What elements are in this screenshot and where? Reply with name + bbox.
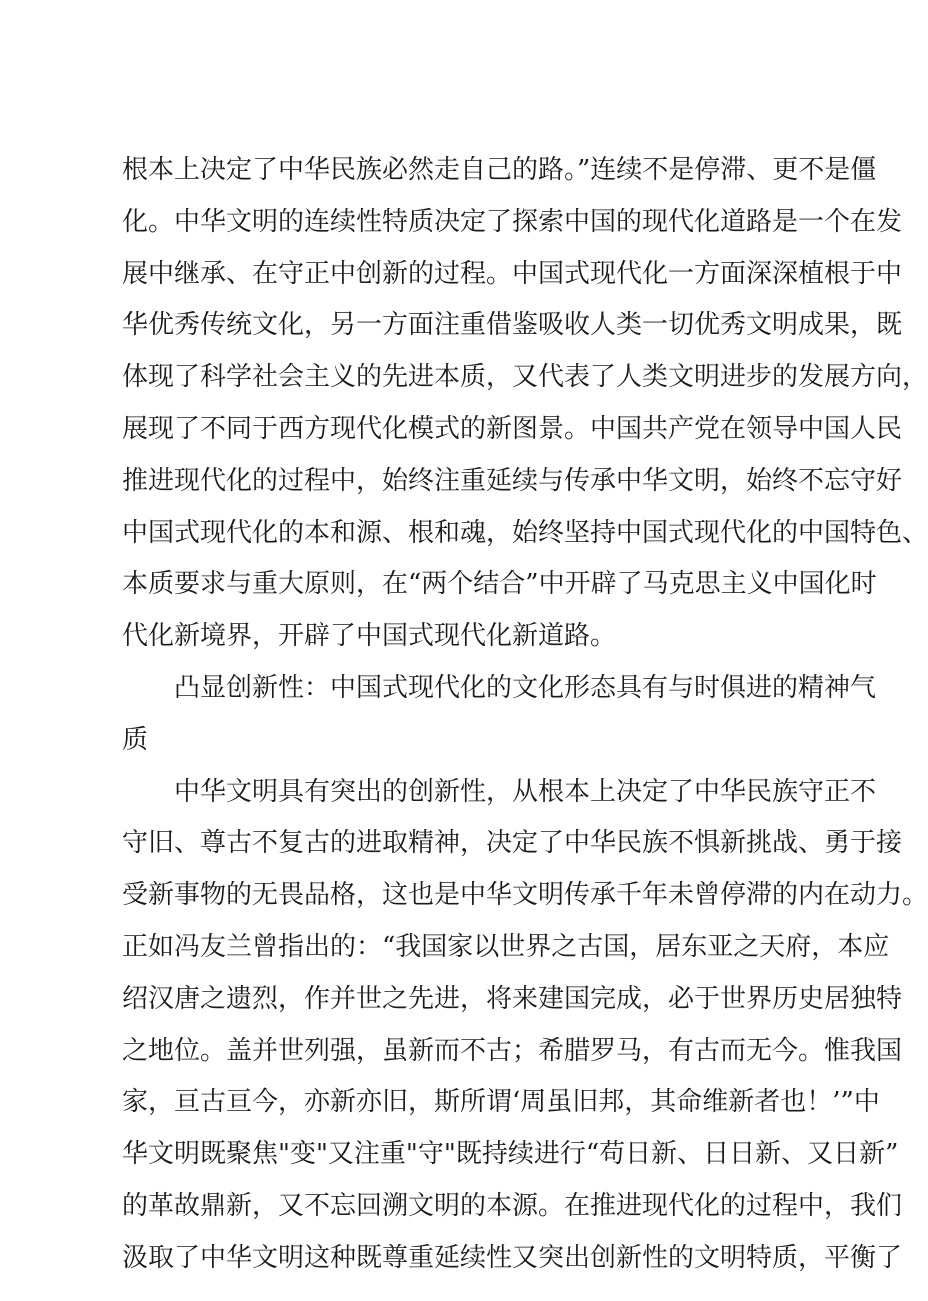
text-line: 之地位。盖并世列强，虽新而不古；希腊罗马，有古而无今。惟我国 <box>122 1036 903 1066</box>
text-line: 绍汉唐之遗烈，作并世之先进，将来建国完成，必于世界历史居独特 <box>122 984 903 1014</box>
text-line: 展现了不同于西方现代化模式的新图景。中国共产党在领导中国人民 <box>122 414 903 444</box>
text-line: 推进现代化的过程中，始终注重延续与传承中华文明，始终不忘守好 <box>122 466 903 496</box>
text-line: 中国式现代化的本和源、根和魂，始终坚持中国式现代化的中国特色、 <box>122 518 928 548</box>
text-line: 华文明既聚焦"变"又注重"守"既持续进行“苟日新、日日新、又日新” <box>122 1139 899 1169</box>
text-line: 家，亘古亘今，亦新亦旧，斯所谓‘周虽旧邦，其命维新者也！’”中 <box>122 1087 880 1117</box>
text-line: 展中继承、在守正中创新的过程。中国式现代化一方面深深植根于中 <box>122 259 903 289</box>
text-line: 的革故鼎新，又不忘回溯文明的本源。在推进现代化的过程中，我们 <box>122 1191 903 1221</box>
text-line: 化。中华文明的连续性特质决定了探索中国的现代化道路是一个在发 <box>122 207 903 237</box>
text-line: 守旧、尊古不复古的进取精神，决定了中华民族不惧新挑战、勇于接 <box>122 828 903 858</box>
heading-line: 凸显创新性：中国式现代化的文化形态具有与时俱进的精神气 <box>174 673 877 703</box>
text-line: 汲取了中华文明这种既尊重延续性又突出创新性的文明特质，平衡了 <box>122 1243 903 1273</box>
text-line: 华优秀传统文化，另一方面注重借鉴吸收人类一切优秀文明成果，既 <box>122 310 903 340</box>
text-line: 中华文明具有突出的创新性，从根本上决定了中华民族守正不 <box>174 777 877 807</box>
text-line: 体现了科学社会主义的先进本质，又代表了人类文明进步的发展方向， <box>122 362 928 392</box>
text-line: 根本上决定了中华民族必然走自己的路。”连续不是停滞、更不是僵 <box>122 155 877 185</box>
text-line: 代化新境界，开辟了中国式现代化新道路。 <box>122 621 617 651</box>
text-line: 受新事物的无畏品格，这也是中华文明传承千年未曾停滞的内在动力。 <box>122 880 928 910</box>
text-line: 正如冯友兰曾指出的：“我国家以世界之古国，居东亚之天府，本应 <box>122 932 890 962</box>
heading-line: 质 <box>122 725 149 755</box>
text-line: 本质要求与重大原则，在“两个结合”中开辟了马克思主义中国化时 <box>122 569 877 599</box>
